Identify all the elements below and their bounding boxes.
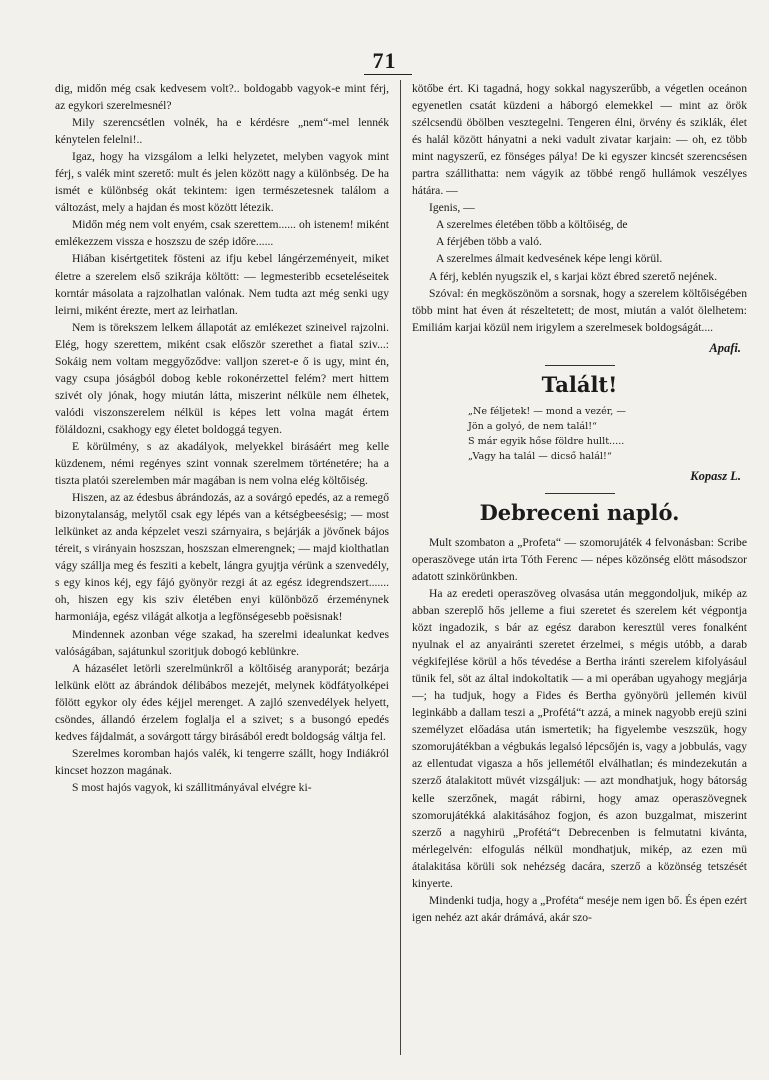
poem-title: Talált! <box>541 371 618 397</box>
paragraph: kötőbe ért. Ki tagadná, hogy sokkal nagyszerűbb, a végetlen oceánon egyenetlen csatát küzdeni a háborgó elemekkel — mint az örök szélcsendü öbölben vesztegelni. Tengeren élni, örvény és sziklák, élet és halál között hányatni a neki vadult zivatar karjain: — oh, ez több mint nagyszerű, ez fönséges pálya! De ki egyszer kincsét szerencsésen partra szállithatta: nem vágyik az többé rengő hullámok veszélyes hátára. — <box>412 82 747 198</box>
paragraph: Midőn még nem volt enyém, csak szerettem...... oh istenem! miként emlékezzem vissza e hoszszu de szép időre...... <box>55 218 389 249</box>
section-divider <box>545 493 615 494</box>
paragraph: S most hajós vagyok, ki szállitmányával elvégre ki- <box>72 780 312 794</box>
right-column <box>412 80 747 1050</box>
paragraph: Igaz, hogy ha vizsgálom a lelki helyzetet, melyben vagyok mint férj, s valék mint szerető: mult és jelen között nagy a különbség. De ha ismét e különbség okát tekintem: igen természetesnek találom a változást, mely a hajdan és most között létezik. <box>55 150 389 215</box>
paragraph: Mily szerencsétlen volnék, ha e kérdésre „nem“-mel lennék kénytelen felelni!.. <box>55 116 389 147</box>
paragraph: Nem is törekszem lelkem állapotát az emlékezet szineivel rajzolni. Elég, hogy szerettem, miként csak először szerethet a fiatal sziv...: Sokáig nem voltam meggyőződve: valljon szeret-e ő is ugy, mint én, vagy csupa jóságból dobog keble rokonérzettel felém? mert hittem szivét oly jónak, hogy miután látta, miszerint nélküle nem élhetek, valódi viszonszerelem nélkül is képes lett volna magát értem föláldozni, csakhogy egy életet boldoggá tegyen. <box>55 320 389 436</box>
left-column <box>55 80 389 1050</box>
paragraph: Szerelmes koromban hajós valék, ki tengerre szállt, hogy Indiákról kincset hozzon magának. <box>55 746 389 777</box>
paragraph: Mult szombaton a „Profeta“ — szomorujáték 4 felvonásban: Scribe operaszövege után irta Tóth Ferenc — népes közönség elött másodszor adatott szinkörünkben. <box>412 535 747 583</box>
header-rule <box>364 74 412 75</box>
paragraph: Hiszen, az az édesbus ábrándozás, az a sovárgó epedés, az a remegő bizonytalanság, melytől csak egy lépés van a kétségbeesésig; — most lelkünket az anda képzelet veszi szárnyaira, s bejárják a jövőnek bájos téreit, s virányain hoszszan, hoszszan elmerengnek; — majd kiolthatlan vágy szállja meg és fesziti a kebelt, lángra gyujtja vérünk a szenvedély, s egy kinos kéj, egy fájó gyönyör rezgi át az egész idegrendszert....... oh, hiszen egy kis sziv életében enyi különböző érzeménynek harmoniája, egész világát alkotja a legfönségesebb poësisnak! <box>55 491 389 624</box>
poem-line: „Ne féljetek! — mond a vezér, — <box>468 405 627 417</box>
page-number: 71 <box>372 48 397 73</box>
paragraph: E körülmény, s az akadályok, melyekkel birásáért meg kelle küzdenem, némi regényes szint vonnak szerelmem történetére; ha a tiszta platói szerelemben már magában is nem volna elég költőiség. <box>55 439 389 488</box>
column-divider <box>400 80 401 1055</box>
paragraph: Ha az eredeti operaszöveg olvasása után meggondoljuk, mikép az abban szereplő hős jelleme a fiui szeretet és szerelem két végpontja közt ingadozik, s bár az egész darabon keresztül veres fonalként nyulnak el az anyairánti szeretet érzelmei, s mégis utóbb, a darab végkifejlése körül a hős tévedése a Bertha iránti szerelem kifolyásául tünik fel, söt az által indokoltatik — a mi operában ugyahogy megjárja —; ha tudjuk, hogy a Fides és Bertha gyönyörü jellemén kivül leginkább a dallam teszi a „Profétá“t azzá, a minek nagyobb erejü szini személyzet előadása után ismertetik; ha figyelembe veszszük, hogy szomorujátékban a végbukás legalsó lépcsőjén is, vagy a jobbulás, vagy az ellentudat vigasza a hős jellemétől elválhatlan; és mindezekután a szerző átalakitott müvét vizsgáljuk: — azt mondhatjuk, hogy bátorság kelle szerzőnek, magát rábirni, hogy amaz operaszövegnek szomorujátékká alakitásához fogjon, és azon buzgalmat, miszerint szerző a nagyhirü „Profétá“t Debrecenben is felmutatni kivánta, mérlegelvén: elfogulás nélkül mondhatjuk, mikép, az ezen mü átalakitása körüli sok nehézség dacára, szerző a közönség tetszését kinyerte. <box>412 586 747 890</box>
aphorism-line: A férjében több a való. <box>436 235 542 249</box>
paragraph: Mindenki tudja, hogy a „Proféta“ meséje nem igen bő. És épen ezért igen nehéz azt akár drámává, akár szo- <box>412 893 747 924</box>
paragraph: dig, midőn még csak kedvesem volt?.. boldogabb vagyok-e mint férj, az egykori szerelmesnél? <box>55 82 389 113</box>
paragraph: Igenis, — <box>429 201 475 215</box>
paragraph: Hiában kisértgetitek fösteni az ifju kebel lángérzeményeit, miket életre a szerelem első szikrája költött: — legmesteribb ecseteléseitek korntár másolata a rajzolhatlan valónak. Nem tudta azt még senki ugy leirni, miként érezte, mert az leirhatlan. <box>55 252 389 317</box>
essay-signature: Apafi. <box>709 340 741 355</box>
paragraph: Szóval: én megköszönöm a sorsnak, hogy a szerelem költőiségében több mint hat éven át részeltetett; de most, miután a valót ölelhetem: Emiliám karjai közül nem irigylem a szerelmesek boldogságát.... <box>412 286 747 334</box>
diary-title: Debreceni napló. <box>479 499 680 525</box>
poem-signature: Kopasz L. <box>690 468 741 483</box>
poem-line: S már egyik hőse földre hullt..... <box>468 435 625 447</box>
paragraph: A férj, keblén nyugszik el, s karjai közt ébred szerető nejének. <box>429 269 718 283</box>
aphorism-line: A szerelmes életében több a költőiség, de <box>436 218 628 232</box>
paragraph: Mindennek azonban vége szakad, ha szerelmi idealunkat kedves valóságában, sajátunkul szoritjuk dobogó keblünkre. <box>55 627 389 658</box>
paragraph: A házasélet letörli szerelmünkről a költőiség aranyporát; bezárja lelkünk elött az ábrándok délibábos mezejét, melynek ködfátyolképei fölött egykor oly édes kéjjel merenget. A zajló szenvedélyek helyett, csöndes, állandó érzelem foglalja el a szivet; s a busongó epedés kedves fájdalmát, a sovárgott tárgy birásából eredt boldogság váltja fel. <box>55 661 389 743</box>
aphorism-line: A szerelmes álmait kedvesének képe lengi körül. <box>436 252 663 266</box>
poem-line: „Vagy ha talál — dicső halál!“ <box>468 450 612 462</box>
section-divider <box>545 365 615 366</box>
poem-line: Jön a golyó, de nem talál!“ <box>468 420 597 432</box>
